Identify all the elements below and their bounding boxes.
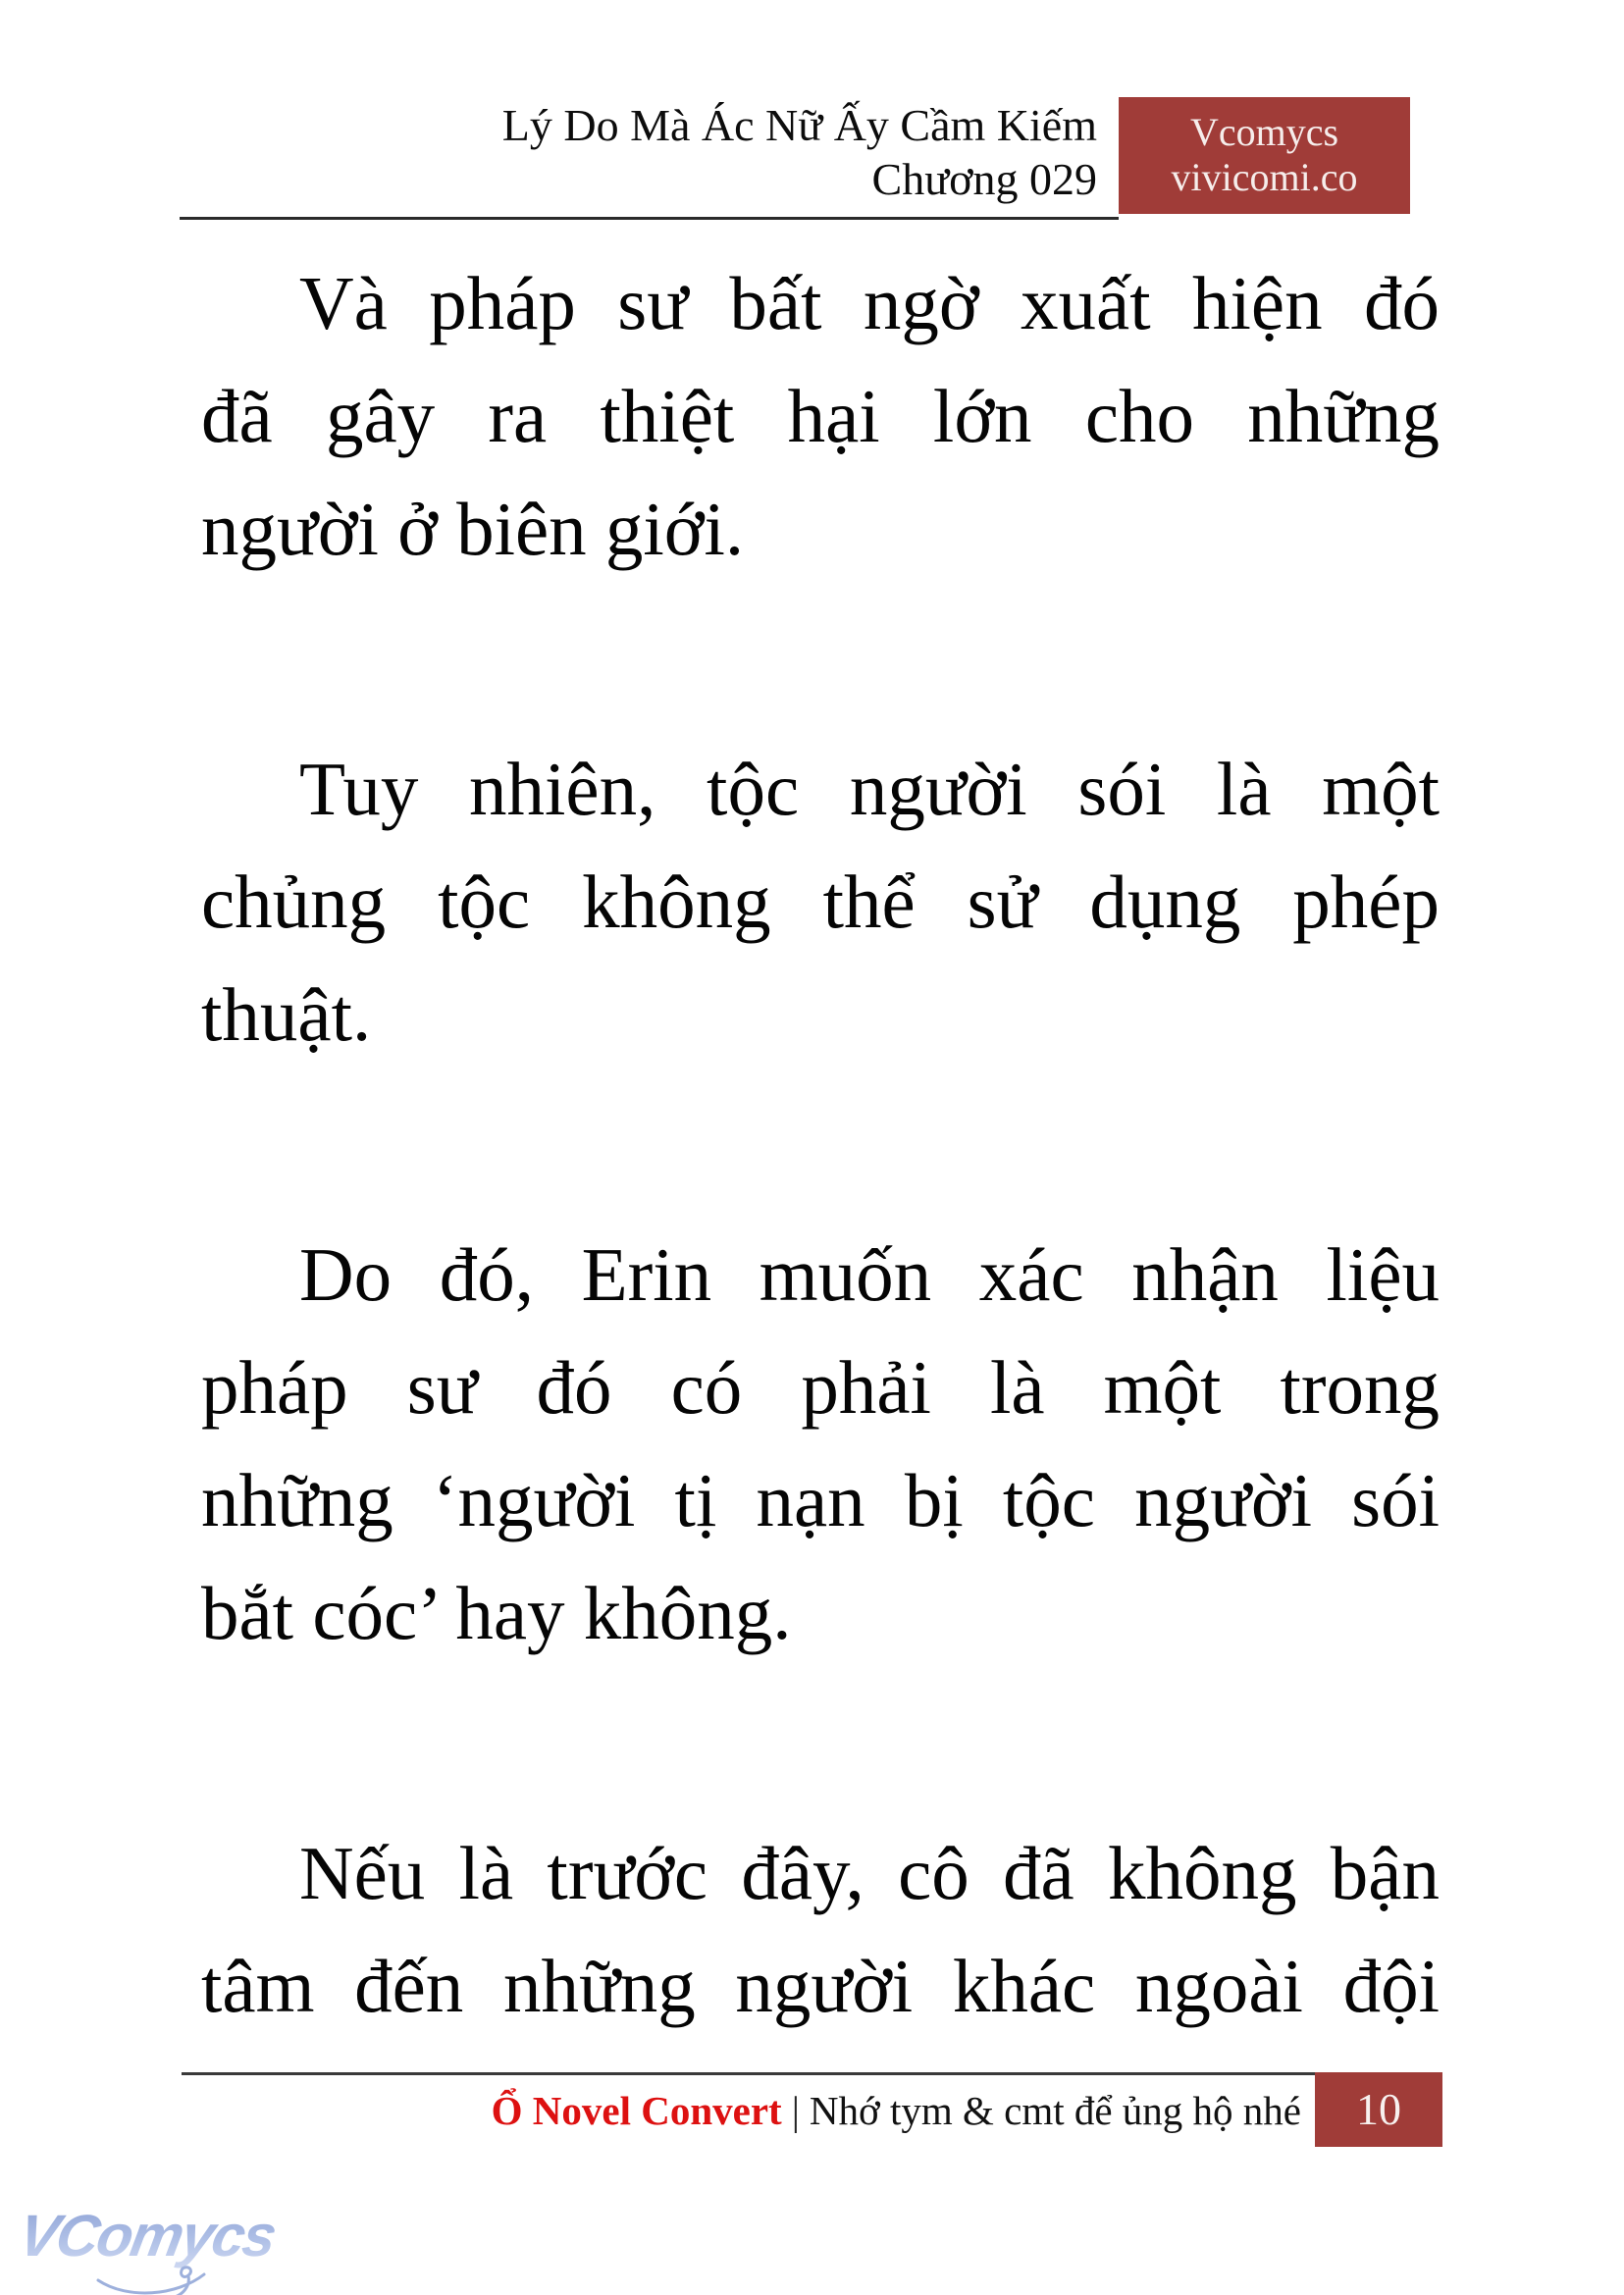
footer-message: Nhớ tym & cmt để ủng hộ nhé xyxy=(809,2088,1301,2133)
page-number-badge xyxy=(1315,2072,1442,2147)
brand-site: vivicomi.co xyxy=(1171,155,1358,199)
footer-bar xyxy=(182,2072,1315,2135)
footer-separator: | xyxy=(791,2088,800,2133)
body-line: Tuy nhiên, tộc người sói là một xyxy=(299,747,1440,831)
watermark-swirl-icon xyxy=(88,2263,265,2295)
body-line: Và pháp sư bất ngờ xuất hiện đó xyxy=(299,261,1440,345)
vcomycs-watermark-logo xyxy=(14,2202,281,2269)
novel-title: Lý Do Mà Ác Nữ Ấy Cầm Kiếm xyxy=(501,100,1097,150)
brand-name: Vcomycs xyxy=(1189,110,1339,154)
footer-text xyxy=(182,2086,1315,2135)
body-line: bắt cóc’ hay không. xyxy=(201,1571,792,1655)
body-line: những ‘người tị nạn bị tộc người sói xyxy=(201,1458,1440,1542)
body-line: đã gây ra thiệt hại lớn cho những xyxy=(201,374,1440,458)
paragraph xyxy=(201,247,1440,586)
paragraph xyxy=(201,1219,1440,1670)
paragraph xyxy=(201,1817,1440,2043)
paragraph xyxy=(201,733,1440,1071)
body-line: người ở biên giới. xyxy=(201,487,745,571)
footer-brand: Ổ Novel Convert xyxy=(491,2088,782,2133)
body-line: Nếu là trước đây, cô đã không bận xyxy=(299,1831,1440,1915)
watermark-text: VComycs xyxy=(14,2203,281,2269)
body-line: chủng tộc không thể sử dụng phép xyxy=(201,860,1440,944)
body-line: Do đó, Erin muốn xác nhận liệu xyxy=(299,1232,1440,1317)
body-text xyxy=(201,247,1440,2043)
body-line: tâm đến những người khác ngoài đội xyxy=(201,1944,1440,2028)
body-line: thuật. xyxy=(201,972,372,1057)
brand-box xyxy=(1119,97,1410,214)
page-number: 10 xyxy=(1356,2084,1401,2134)
page-header xyxy=(502,98,1097,206)
header-divider xyxy=(180,217,1119,220)
chapter-number: Chương 029 xyxy=(871,154,1097,204)
body-line: pháp sư đó có phải là một trong xyxy=(201,1345,1440,1430)
